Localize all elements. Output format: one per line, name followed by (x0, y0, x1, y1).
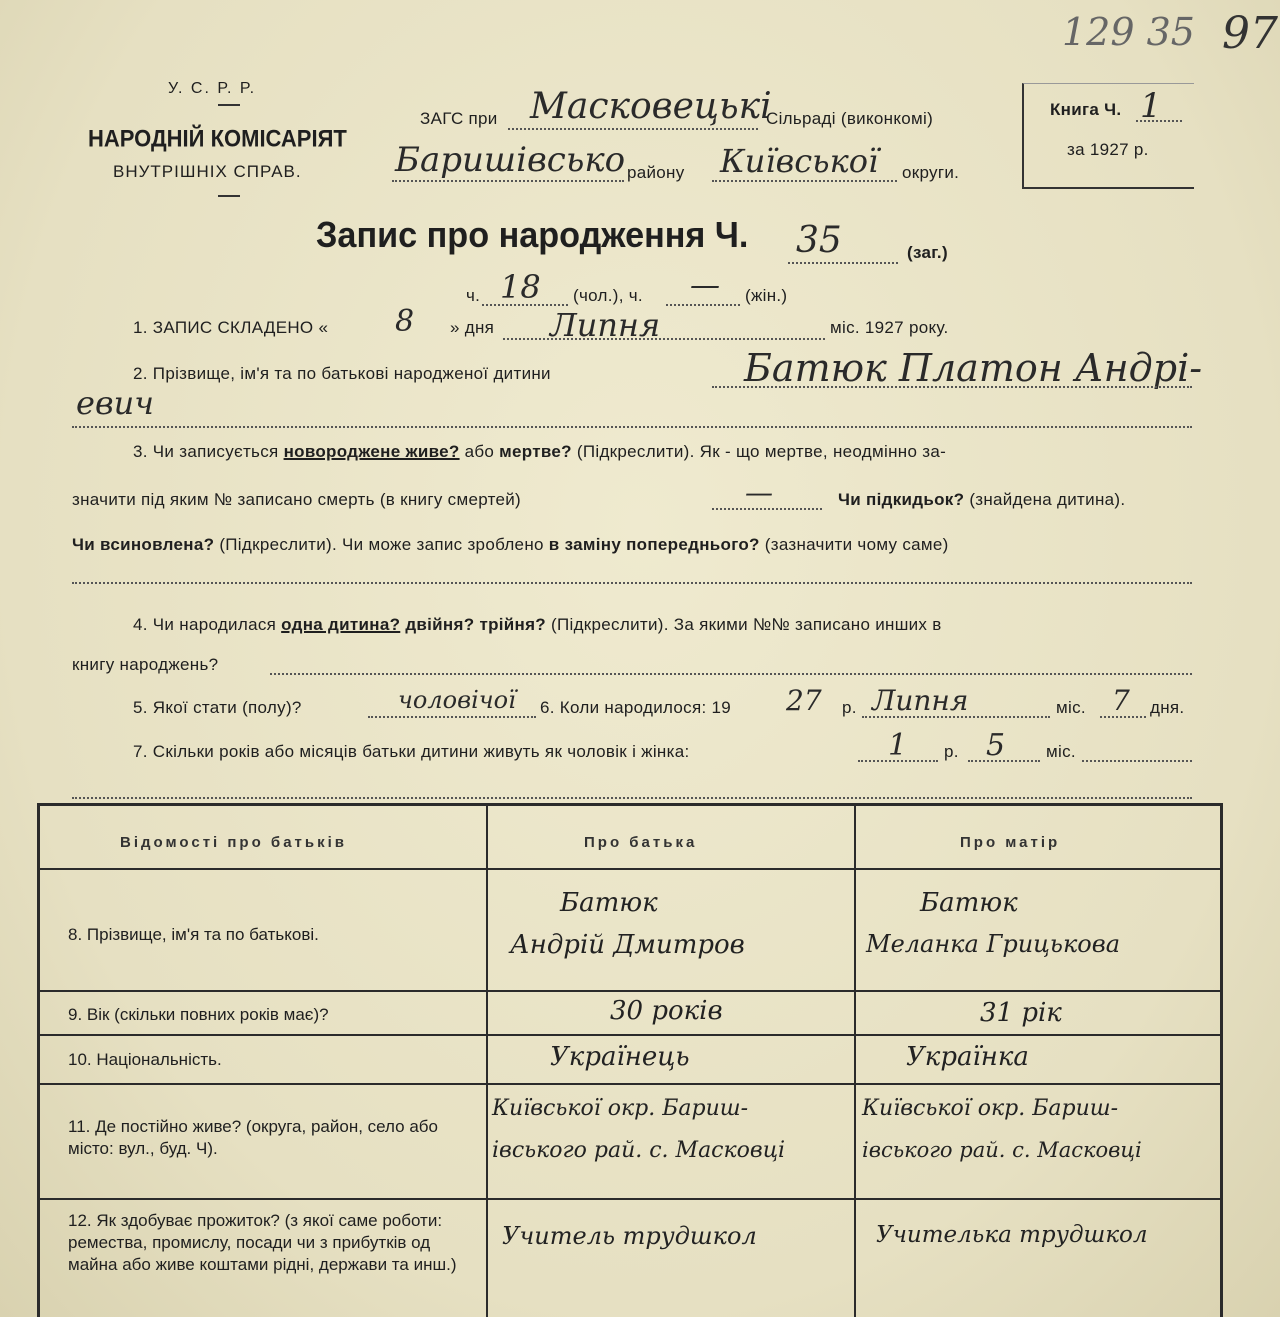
archive-number: 129 35 (1062, 10, 1195, 54)
country-label: У. С. Р. Р. (168, 80, 257, 97)
zags-prefix: ЗАГС при (420, 109, 498, 128)
book-number: 1 (1140, 86, 1162, 126)
dotted-line (712, 180, 897, 182)
dotted-line (1136, 120, 1182, 122)
district-value: Баришівсько (395, 140, 626, 180)
field-2-label: 2. Прізвище, ім'я та по батькові народженої дитини (133, 364, 551, 383)
dotted-line (666, 304, 740, 306)
ministry-title: НАРОДНІЙ КОМІСАРІЯТ (88, 124, 347, 153)
field-6-day: 7 (1112, 684, 1130, 717)
record-number: 35 (796, 220, 842, 261)
father-name: Андрій Дмитров (510, 930, 745, 960)
mother-address-2: івського рай. с. Масковці (862, 1138, 1142, 1162)
female-label: (жін.) (745, 286, 788, 305)
father-nationality: Українець (550, 1042, 690, 1072)
column-header: Відомості про батьків (120, 834, 347, 851)
field-3-label: 3. Чи записується новороджене живе? або мертве? (Підкреслити). Як - що мертве, неодмінно за- (133, 442, 947, 461)
field-2-value-continued: евич (76, 384, 155, 422)
archive-page-number: 97 (1222, 8, 1278, 59)
zags-village-value: Масковецькі (530, 86, 772, 127)
row-divider (40, 1083, 1220, 1085)
field-3-line2: значити під яким № записано смерть (в книгу смертей) (72, 490, 522, 509)
dotted-line (72, 426, 1192, 428)
field-3-foundling: Чи підкидьок? (знайдена дитина). (838, 490, 1126, 509)
field-6-dnya: дня. (1150, 698, 1185, 717)
ministry-subtitle: ВНУТРІШНІХ СПРАВ. (113, 162, 302, 181)
male-label: (чол.), ч. (573, 286, 643, 305)
field-6-month: Липня (872, 684, 969, 717)
field-1-label: 1. ЗАПИС СКЛАДЕНО « (133, 318, 329, 337)
field-6-year: 27 (786, 684, 822, 717)
field-3-death-value: — (745, 476, 773, 509)
dotted-line (72, 582, 1192, 584)
book-label: Книга Ч. (1050, 100, 1122, 119)
field-1-suffix: міс. 1927 року. (830, 318, 949, 337)
field-5-value: чоловічої (398, 686, 516, 714)
male-prefix: ч. (466, 286, 481, 305)
row-divider (40, 1034, 1220, 1036)
field-2-value: Батюк Платон Андрі- (744, 346, 1203, 390)
okruha-value: Київської (720, 142, 879, 180)
field-7-years: 1 (888, 728, 908, 763)
dotted-line (72, 797, 1192, 799)
row-label: 12. Як здобуває прожиток? (з якої саме роботи: ремества, промислу, посади чи з прибутків од майна або живе коштами рідні, держави та инш.) (68, 1211, 457, 1274)
dotted-line (1100, 716, 1146, 718)
book-box (1022, 83, 1194, 189)
mother-occupation: Учителька трудшкол (876, 1222, 1148, 1248)
mother-address-1: Київської окр. Бариш- (862, 1096, 1119, 1121)
dotted-line (712, 386, 1192, 388)
dotted-line (270, 673, 1192, 675)
father-surname: Батюк (560, 888, 658, 918)
field-1-month: Липня (550, 306, 661, 344)
dotted-line (508, 128, 758, 130)
row-divider (40, 990, 1220, 992)
row-label: 10. Національність. (68, 1050, 222, 1069)
field-1-day: 8 (395, 304, 415, 339)
field-7-mis: міс. (1046, 742, 1076, 761)
book-year: за 1927 р. (1067, 140, 1149, 159)
field-7-label: 7. Скільки років або місяців батьки дитини живуть як чоловік і жінка: (133, 742, 690, 761)
dotted-line (368, 716, 536, 718)
field-3-line3: Чи всиновлена? (Підкреслити). Чи може запис зроблено в заміну попереднього? (зазначити чому саме) (72, 535, 949, 554)
father-address-2: івського рай. с. Масковці (492, 1138, 786, 1163)
row-label: 11. Де постійно живе? (округа, район, село або місто: вул., буд. Ч). (68, 1117, 438, 1158)
parents-table (37, 803, 1223, 1317)
mother-age: 31 рік (980, 998, 1062, 1028)
field-7-r: р. (944, 742, 959, 761)
field-6-mis: міс. (1056, 698, 1086, 717)
field-4-label: 4. Чи народилася одна дитина? двійня? трійня? (Підкреслити). За якими №№ записано инших в (133, 615, 942, 634)
column-header: Про батька (584, 834, 698, 851)
row-divider (40, 1198, 1220, 1200)
dotted-line (712, 508, 822, 510)
female-number: — (690, 268, 720, 303)
field-5-label: 5. Якої стати (полу)? (133, 698, 302, 717)
father-address-1: Київської окр. Бариш- (492, 1096, 749, 1121)
male-number: 18 (500, 268, 541, 306)
dotted-line (392, 180, 624, 182)
dotted-line (1082, 760, 1192, 762)
dotted-line (968, 760, 1040, 762)
field-4-line2: книгу народжень? (72, 655, 219, 674)
field-6-r: р. (842, 698, 857, 717)
divider (218, 195, 240, 197)
district-label: району (627, 163, 685, 182)
dotted-line (788, 262, 898, 264)
zags-suffix: Сільраді (виконкомі) (766, 109, 934, 128)
field-7-months: 5 (986, 728, 1006, 763)
mother-nationality: Українка (906, 1042, 1029, 1072)
column-divider (486, 806, 488, 1317)
record-suffix: (заг.) (907, 243, 948, 262)
row-divider (40, 868, 1220, 870)
column-divider (854, 806, 856, 1317)
field-6-label: 6. Коли народилося: 19 (540, 698, 732, 717)
record-title: Запис про народження Ч. (316, 214, 749, 255)
column-header: Про матір (960, 834, 1061, 851)
mother-name: Меланка Грицькова (866, 930, 1121, 958)
dotted-line (503, 338, 825, 340)
okruha-label: округи. (902, 163, 960, 182)
mother-surname: Батюк (920, 888, 1018, 918)
divider (218, 104, 240, 106)
dotted-line (858, 760, 938, 762)
row-label: 9. Вік (скільки повних років має)? (68, 1005, 329, 1024)
row-label: 8. Прізвище, ім'я та по батькові. (68, 925, 319, 944)
field-1-mid: » дня (450, 318, 495, 337)
dotted-line (862, 716, 1050, 718)
father-age: 30 років (610, 996, 723, 1026)
father-occupation: Учитель трудшкол (502, 1222, 757, 1250)
